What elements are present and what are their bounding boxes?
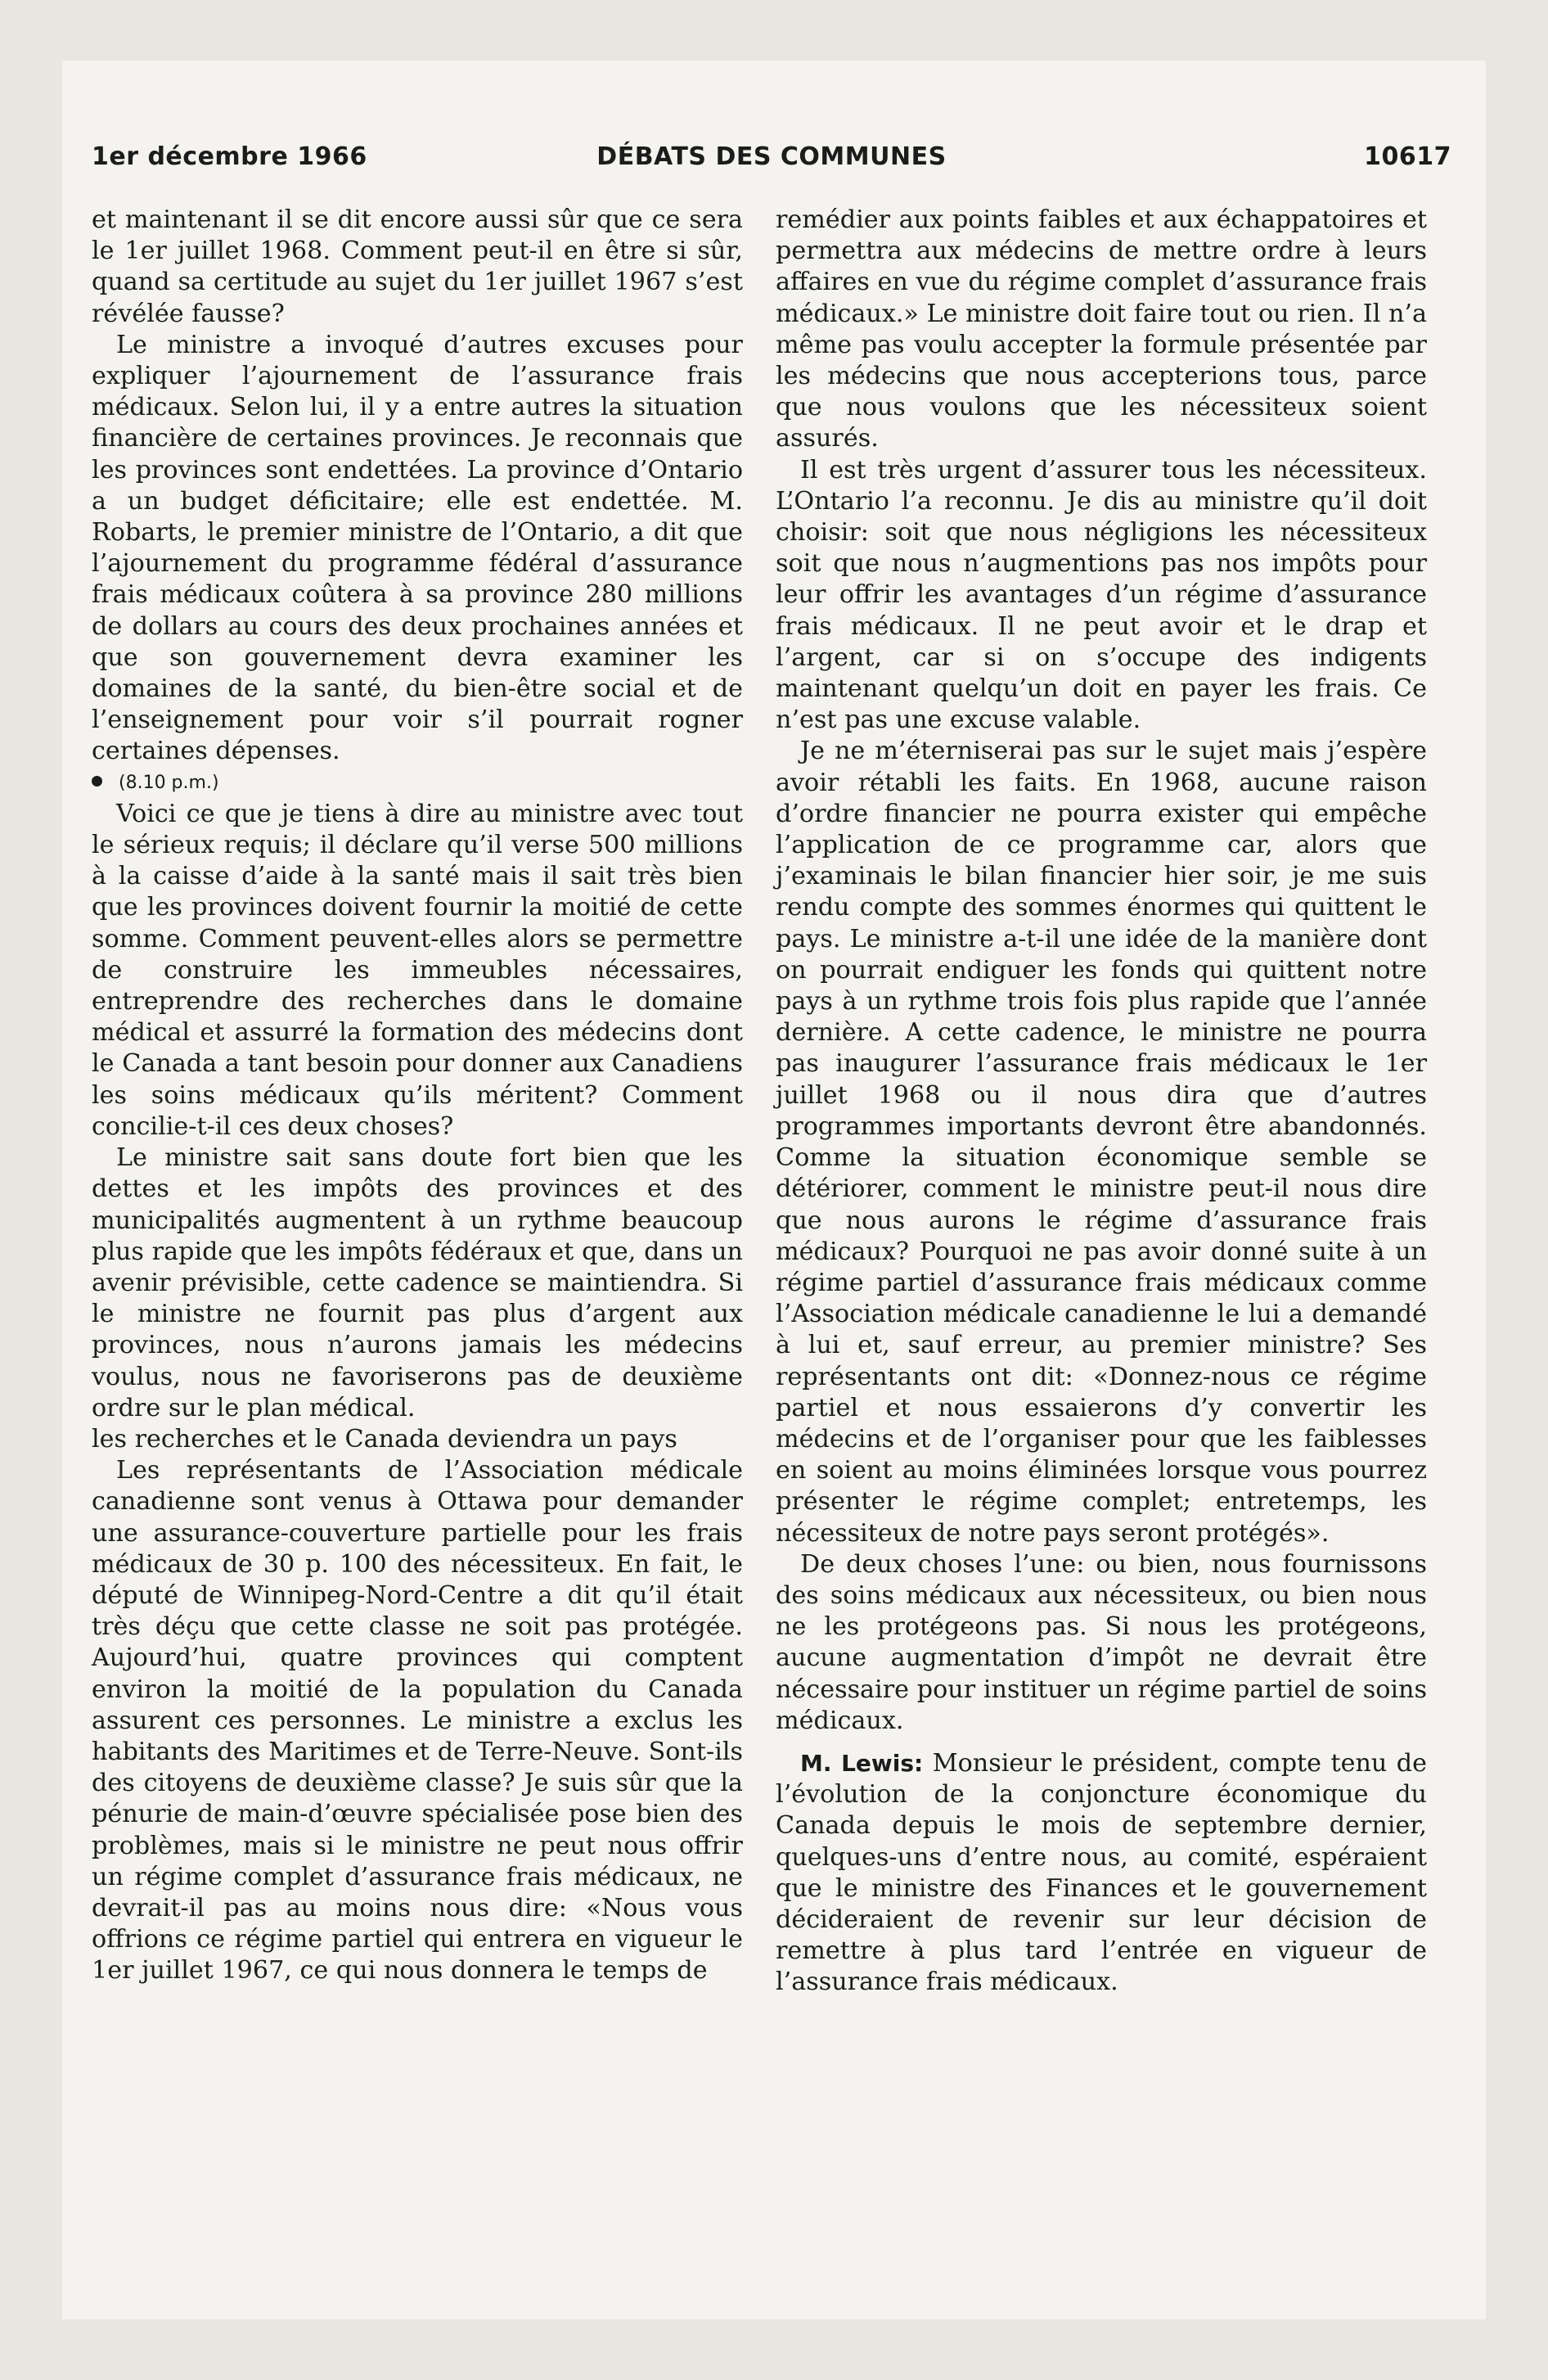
time-stamp-text: (8.10 p.m.): [119, 772, 219, 793]
paragraph: Les représentants de l’Association médicale canadienne sont venus à Ottawa pour demander une assurance-couverture partielle pour les frais médicaux de 30 p. 100 des nécessiteux. En fait, le député de Winnipeg-Nord-Centre a dit qu’il était très déçu que cette classe ne soit pas protégée. Aujourd’hui, quatre provinces qui comptent environ la moitié de la population du Canada assurent ces personnes. Le ministre a exclus les habitants des Maritimes et de Terre-Neuve. Sont-ils des citoyens de deuxième classe? Je suis sûr que la pénurie de main-d’œuvre spécialisée pose bien des problèmes, mais si le ministre ne peut nous offrir un régime complet d’assurance frais médicaux, ne devrait-il pas au moins nous dire: «Nous vous offrions ce régime partiel qui entrera en vigueur le 1er juillet 1967, ce qui nous donnera le temps de: [92, 1456, 743, 1986]
time-stamp: [92, 768, 743, 799]
page-number: 10617: [1364, 142, 1451, 171]
left-column: [92, 205, 743, 1987]
paragraph: Voici ce que je tiens à dire au ministre avec tout le sérieux requis; il déclare qu’il verse 500 millions à la caisse d’aide à la santé mais il sait très bien que les provinces doivent fournir la moitié de cette somme. Comment peuvent-elles alors se permettre de construire les immeubles nécessaires, entreprendre des recherches dans le domaine médical et assurré la formation des médecins dont le Canada a tant besoin pour donner aux Canadiens les soins médicaux qu’ils méritent? Comment concilie-t-il ces deux choses?: [92, 799, 743, 1141]
paragraph: De deux choses l’une: ou bien, nous fournissons des soins médicaux aux nécessiteux, ou bien nous ne les protégeons pas. Si nous les protégeons, aucune augmentation d’impôt ne devrait être nécessaire pour instituer un régime partiel de soins médicaux.: [776, 1549, 1427, 1735]
header-date: 1er décembre 1966: [92, 142, 367, 171]
bullet-icon: [92, 776, 102, 787]
header-title: DÉBATS DES COMMUNES: [596, 142, 947, 171]
speech-text: Monsieur le président, compte tenu de l’évolution de la conjoncture économique du Canada depuis le mois de septembre dernier, quelques-uns d’entre nous, au comité, espéraient que le ministre des Finances et le gouvernement décideraient de revenir sur leur décision de remettre à plus tard l’entrée en vigueur de l’assurance frais médicaux.: [776, 1748, 1427, 1997]
paragraph: Je ne m’éterniserai pas sur le sujet mais j’espère avoir rétabli les faits. En 1968, aucune raison d’ordre financier ne pourra exister qui empêche l’application de ce programme car, alors que j’examinais le bilan financier hier soir, je me suis rendu compte des sommes énormes qui quittent le pays. Le ministre a-t-il une idée de la manière dont on pourrait endiguer les fonds qui quittent notre pays à un rythme trois fois plus rapide que l’année dernière. A cette cadence, le ministre ne pourra pas inaugurer l’assurance frais médicaux le 1er juillet 1968 ou il nous dira que d’autres programmes importants devront être abandonnés. Comme la situation économique semble se détériorer, comment le ministre peut-il nous dire que nous aurons le régime d’assurance frais médicaux? Pourquoi ne pas avoir donné suite à un régime partiel d’assurance frais médicaux comme l’Association médicale canadienne le lui a demandé à lui et, sauf erreur, au premier ministre? Ses représentants ont dit: «Donnez-nous ce régime partiel et nous essaierons d’y convertir les médecins et de l’organiser pour que les faiblesses en soient au moins éliminées lorsque vous pourrez présenter le régime complet; entretemps, les nécessiteux de notre pays seront protégés».: [776, 737, 1427, 1548]
right-column: [776, 205, 1427, 1999]
paragraph: Il est très urgent d’assurer tous les nécessiteux. L’Ontario l’a reconnu. Je dis au ministre qu’il doit choisir: soit que nous négligions les nécessiteux soit que nous n’augmentions pas nos impôts pour leur offrir les avantages d’un régime d’assurance frais médicaux. Il ne peut avoir et le drap et l’argent, car si on s’occupe des indigents maintenant quelqu’un doit en payer les frais. Ce n’est pas une excuse valable.: [776, 455, 1427, 735]
paragraph: Le ministre sait sans doute fort bien que les dettes et les impôts des provinces et des municipalités augmentent à un rythme beaucoup plus rapide que les impôts fédéraux et que, dans un avenir prévisible, cette cadence se maintiendra. Si le ministre ne fournit pas plus d’argent aux provinces, nous n’aurons jamais les médecins voulus, nous ne favoriserons pas de deuxième ordre sur le plan médical.: [92, 1143, 743, 1422]
paragraph: et maintenant il se dit encore aussi sûr que ce sera le 1er juillet 1968. Comment peut-il en être si sûr, quand sa certitude au sujet du 1er juillet 1967 s’est révélée fausse?: [92, 205, 743, 328]
speech-paragraph: [776, 1748, 1427, 1999]
paragraph: Le ministre a invoqué d’autres excuses pour expliquer l’ajournement de l’assurance frais médicaux. Selon lui, il y a entre autres la situation financière de certaines provinces. Je reconnais que les provinces sont endettées. La province d’Ontario a un budget déficitaire; elle est endettée. M. Robarts, le premier ministre de l’Ontario, a dit que l’ajournement du programme fédéral d’assurance frais médicaux coûtera à sa province 280 millions de dollars au cours des deux prochaines années et que son gouvernement devra examiner les domaines de la santé, du bien-être social et de l’enseignement pour voir s’il pourrait rogner certaines dépenses.: [92, 330, 743, 766]
page-header: [92, 142, 1451, 178]
paragraph: les recherches et le Canada deviendra un pays: [92, 1424, 677, 1454]
speaker-name: M. Lewis:: [800, 1749, 924, 1777]
paragraph: remédier aux points faibles et aux échappatoires et permettra aux médecins de mettre ordre à leurs affaires en vue du régime complet d’assurance frais médicaux.» Le ministre doit faire tout ou rien. Il n’a même pas voulu accepter la formule présentée par les médecins que nous accepterions tous, parce que nous voulons que les nécessiteux soient assurés.: [776, 205, 1427, 453]
